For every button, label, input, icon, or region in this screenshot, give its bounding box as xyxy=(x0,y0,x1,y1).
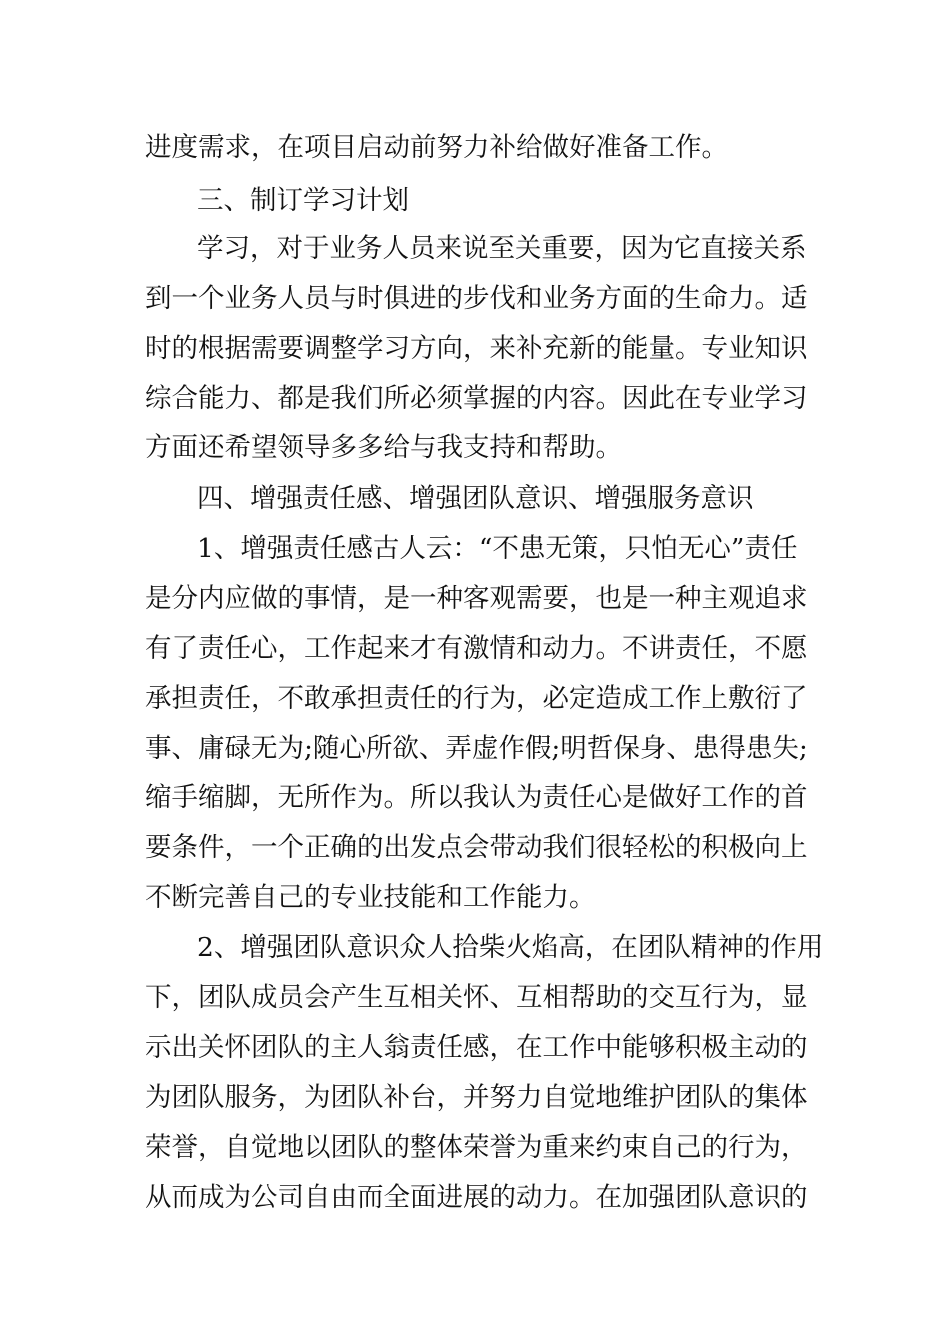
text-line-13: 事、庸碌无为;随心所欲、弄虚作假;明哲保身、患得患失; xyxy=(145,733,808,764)
text-line-16: 不断完善自己的专业技能和工作能力。 xyxy=(145,882,596,913)
text-line-20: 为团队服务，为团队补台，并努力自觉地维护团队的集体 xyxy=(145,1082,808,1113)
text-line-19: 示出关怀团队的主人翁责任感，在工作中能够积极主动的 xyxy=(145,1032,808,1063)
text-line-18: 下，团队成员会产生互相关怀、互相帮助的交互行为，显 xyxy=(145,982,808,1013)
text-line-12: 承担责任，不敢承担责任的行为，必定造成工作上敷衍了 xyxy=(145,683,808,714)
text-line-3: 学习，对于业务人员来说至关重要，因为它直接关系 xyxy=(197,233,807,264)
section-heading-3: 三、制订学习计划 xyxy=(197,185,409,216)
text-line-1: 进度需求，在项目启动前努力补给做好准备工作。 xyxy=(145,132,728,163)
text-line-7: 方面还希望领导多多给与我支持和帮助。 xyxy=(145,432,622,463)
text-line-10: 是分内应做的事情，是一种客观需要，也是一种主观追求 xyxy=(145,583,808,614)
section-heading-4: 四、增强责任感、增强团队意识、增强服务意识 xyxy=(197,483,754,514)
text-line-14: 缩手缩脚，无所作为。所以我认为责任心是做好工作的首 xyxy=(145,782,808,813)
text-line-17: 2、增强团队意识众人拾柴火焰高，在团队精神的作用 xyxy=(197,932,824,963)
text-line-11: 有了责任心，工作起来才有激情和动力。不讲责任，不愿 xyxy=(145,633,808,664)
text-line-9: 1、增强责任感古人云：“不患无策，只怕无心”责任 xyxy=(197,533,798,564)
text-line-15: 要条件，一个正确的出发点会带动我们很轻松的积极向上 xyxy=(145,832,808,863)
text-line-21: 荣誉，自觉地以团队的整体荣誉为重来约束自己的行为， xyxy=(145,1132,808,1163)
text-line-4: 到一个业务人员与时俱进的步伐和业务方面的生命力。适 xyxy=(145,283,808,314)
text-line-5: 时的根据需要调整学习方向，来补充新的能量。专业知识 xyxy=(145,333,808,364)
text-line-6: 综合能力、都是我们所必须掌握的内容。因此在专业学习 xyxy=(145,383,808,414)
text-line-22: 从而成为公司自由而全面进展的动力。在加强团队意识的 xyxy=(145,1182,808,1213)
